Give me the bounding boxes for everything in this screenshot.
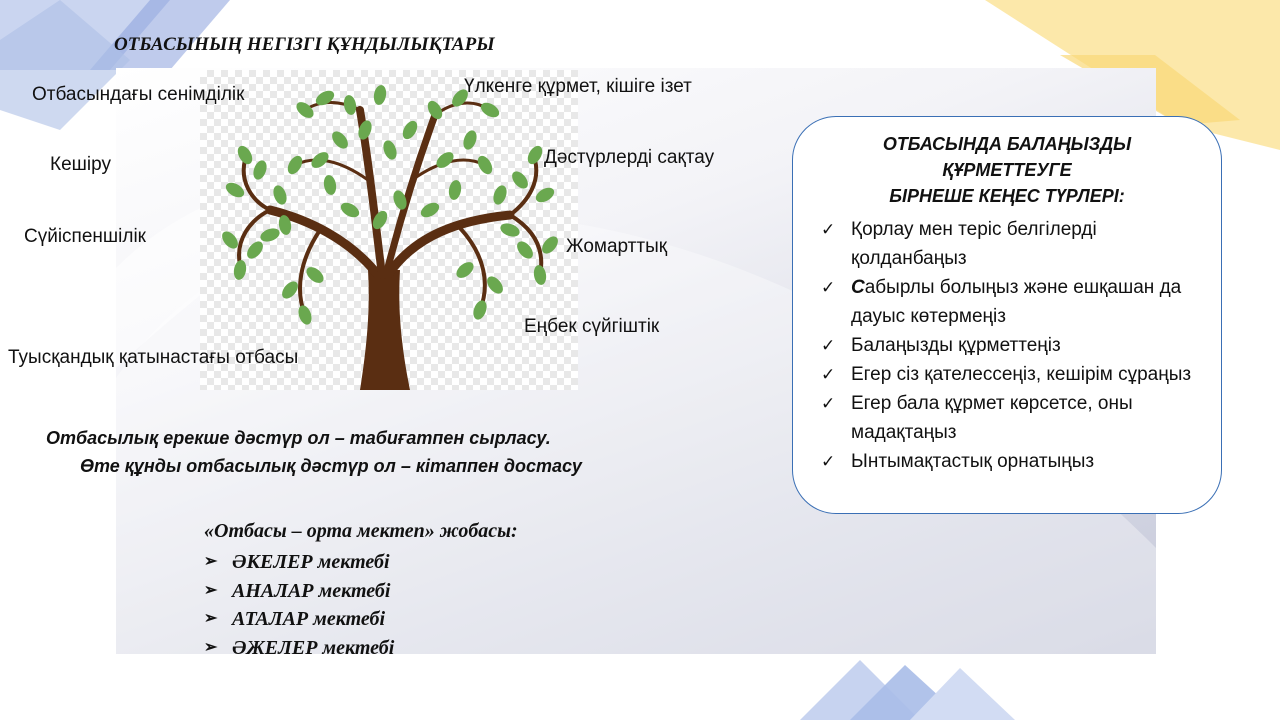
- arrow-bullet-icon: ➢: [204, 581, 218, 599]
- list-item: ✓ Сабырлы болыңыз және ешқашан да дауыс көтермеңіз: [821, 273, 1211, 331]
- checkmark-icon: ✓: [821, 336, 836, 355]
- list-item: ✓ Ынтымақтастық орнатыңыз: [821, 447, 1211, 476]
- list-item: ➢ АНАЛАР мектебі: [204, 577, 394, 606]
- list-item: ➢ ӘКЕЛЕР мектебі: [204, 548, 394, 577]
- advice-list: [821, 215, 1211, 476]
- advice-title: ОТБАСЫНДА БАЛАҢЫЗДЫ ҚҰРМЕТТЕУГЕ БІРНЕШЕ КЕҢЕС ТҮРЛЕРІ:: [882, 134, 1132, 206]
- value-love: Сүйіспеншілік: [24, 226, 146, 247]
- checkmark-icon: ✓: [821, 220, 836, 239]
- list-item: ✓ Егер бала құрмет көрсетсе, оны мадақтаңыз: [821, 389, 1211, 447]
- checkmark-icon: ✓: [821, 365, 836, 384]
- school-list: [204, 548, 394, 662]
- quote-books: Өте құнды отбасылық дәстүр ол – кітаппен достасу: [80, 456, 582, 476]
- advice-box: [792, 116, 1222, 514]
- tree-icon: [200, 70, 578, 390]
- project-title: «Отбасы – орта мектеп» жобасы:: [204, 520, 518, 542]
- list-item: ✓ Балаңызды құрметтеңіз: [821, 331, 1211, 360]
- family-tree-image: [200, 70, 578, 390]
- page-title: ОТБАСЫНЫҢ НЕГІЗГІ ҚҰНДЫЛЫҚТАРЫ: [114, 34, 495, 55]
- checkmark-icon: ✓: [821, 278, 836, 297]
- list-item: ✓ Егер сіз қателессеңіз, кешірім сұраңыз: [821, 360, 1211, 389]
- value-respect: Үлкенге құрмет, кішіге ізет: [464, 76, 692, 97]
- quote-nature: Отбасылық ерекше дәстүр ол – табиғатпен сырласу.: [46, 428, 551, 448]
- arrow-bullet-icon: ➢: [204, 638, 218, 656]
- value-trust: Отбасындағы сенімділік: [32, 84, 245, 105]
- value-traditions: Дәстүрлерді сақтау: [544, 147, 715, 168]
- list-item: ➢ ӘЖЕЛЕР мектебі: [204, 634, 394, 663]
- checkmark-icon: ✓: [821, 452, 836, 471]
- value-forgive: Кешіру: [50, 154, 111, 175]
- value-generosity: Жомарттық: [566, 236, 668, 257]
- list-item: ✓ Қорлау мен теріс белгілерді қолданбаңыз: [821, 215, 1211, 273]
- arrow-bullet-icon: ➢: [204, 553, 218, 571]
- value-diligence: Еңбек сүйгіштік: [524, 316, 660, 337]
- value-kinship: Туысқандық қатынастағы отбасы: [8, 347, 299, 368]
- list-item: ➢ АТАЛАР мектебі: [204, 605, 394, 634]
- arrow-bullet-icon: ➢: [204, 610, 218, 628]
- checkmark-icon: ✓: [821, 394, 836, 413]
